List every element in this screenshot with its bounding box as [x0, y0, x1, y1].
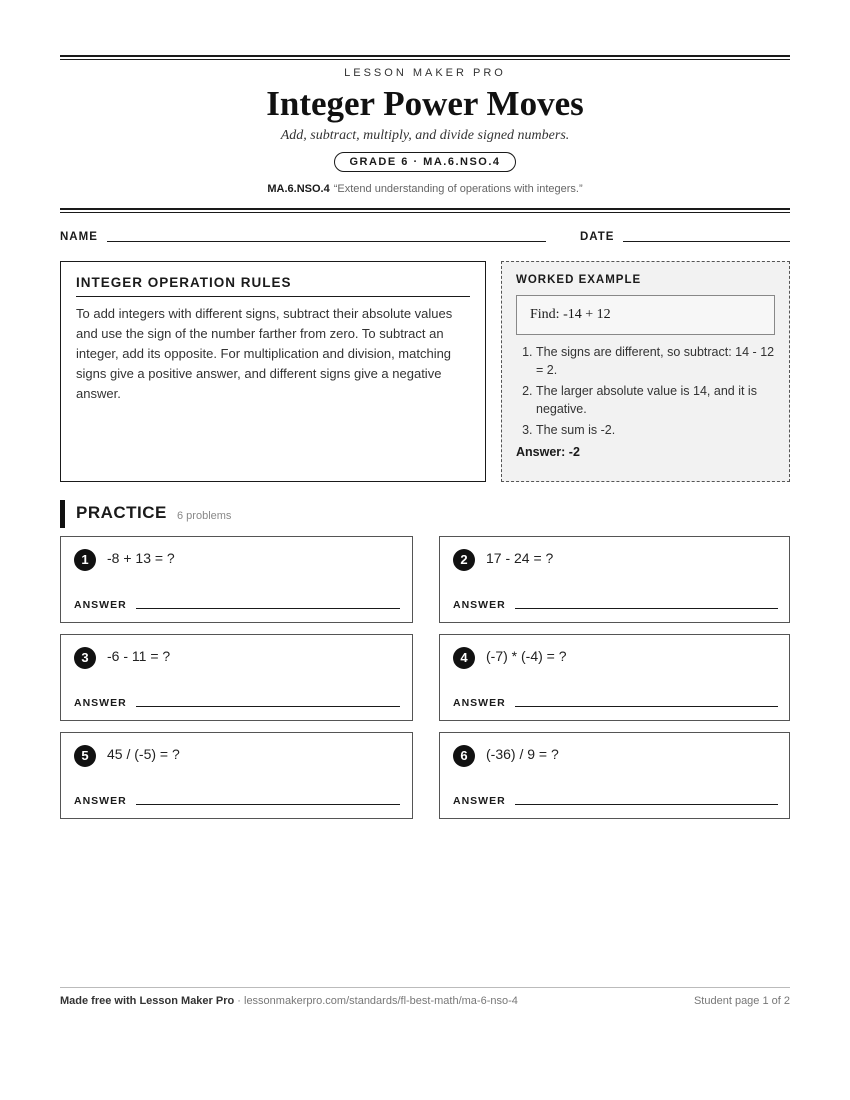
worked-example-problem: Find: -14 + 12 [516, 295, 775, 335]
problem-question: (-7) * (-4) = ? [486, 648, 567, 664]
problem-number: 4 [453, 647, 475, 669]
problem-card-2 [439, 536, 790, 623]
problem-card-1 [60, 536, 413, 623]
worked-example-step: 3. The sum is -2. [536, 421, 775, 439]
brand-name: LESSON MAKER PRO [344, 67, 506, 79]
problem-number: 2 [453, 549, 475, 571]
date-label: DATE [580, 231, 615, 243]
name-field[interactable] [107, 241, 546, 242]
header-bottom-rule [60, 208, 790, 213]
problem-number: 5 [74, 745, 96, 767]
problem-question: -8 + 13 = ? [107, 550, 175, 566]
date-field[interactable] [623, 241, 790, 242]
problem-card-6 [439, 732, 790, 819]
problem-card-4 [439, 634, 790, 721]
footer-credit [60, 995, 518, 1007]
standard-line [60, 183, 790, 195]
footer-made-with: Made free with Lesson Maker Pro [60, 995, 235, 1007]
problem-question: (-36) / 9 = ? [486, 746, 559, 762]
footer-rule [60, 987, 790, 988]
problem-card-5 [60, 732, 413, 819]
answer-field[interactable] [515, 608, 778, 609]
problem-question: 17 - 24 = ? [486, 550, 554, 566]
worksheet-page [60, 0, 790, 1100]
worked-example-answer: Answer: -2 [516, 445, 580, 459]
answer-label: ANSWER [74, 697, 127, 709]
standard-description: “Extend understanding of operations with integers.” [333, 183, 583, 195]
answer-label: ANSWER [74, 599, 127, 611]
grade-badge-wrap [60, 152, 790, 172]
footer-page-number: Student page 1 of 2 [693, 995, 790, 1007]
worked-example-step: 1. The signs are different, so subtract: 14 - 12 = 2. [536, 343, 775, 379]
answer-field[interactable] [136, 706, 400, 707]
rules-panel [60, 261, 486, 482]
worked-example-steps [516, 343, 775, 439]
name-label: NAME [60, 231, 98, 243]
answer-label: ANSWER [453, 795, 506, 807]
problem-number: 3 [74, 647, 96, 669]
answer-field[interactable] [136, 804, 400, 805]
practice-accent-bar [60, 500, 65, 528]
standard-code: MA.6.NSO.4 [267, 183, 330, 195]
answer-field[interactable] [136, 608, 400, 609]
practice-title: PRACTICE [76, 503, 167, 522]
grade-badge: GRADE 6 · MA.6.NSO.4 [334, 152, 515, 172]
answer-label: ANSWER [453, 599, 506, 611]
problem-card-3 [60, 634, 413, 721]
page-subtitle: Add, subtract, multiply, and divide signed numbers. [280, 128, 570, 143]
answer-field[interactable] [515, 804, 778, 805]
worked-example-panel [501, 261, 790, 482]
answer-label: ANSWER [453, 697, 506, 709]
footer-url[interactable]: · lessonmakerpro.com/standards/fl-best-math/ma-6-nso-4 [234, 995, 518, 1007]
problem-question: -6 - 11 = ? [107, 648, 171, 664]
problem-number: 1 [74, 549, 96, 571]
answer-label: ANSWER [74, 795, 127, 807]
worked-example-title: WORKED EXAMPLE [516, 274, 642, 286]
page-title: Integer Power Moves [266, 84, 584, 123]
worked-example-step: 2. The larger absolute value is 14, and it is negative. [536, 382, 775, 418]
rules-title: INTEGER OPERATION RULES [76, 275, 470, 297]
practice-count: 6 problems [177, 510, 232, 522]
problem-question: 45 / (-5) = ? [107, 746, 180, 762]
answer-field[interactable] [515, 706, 778, 707]
rules-text: To add integers with different signs, subtract their absolute values and use the sign of the number farther from zero. To subtract an integer, add its opposite. For multiplication and division, matching signs give a positive answer, and different signs give a negative answer. [76, 306, 453, 401]
problem-number: 6 [453, 745, 475, 767]
top-rule [60, 55, 790, 60]
